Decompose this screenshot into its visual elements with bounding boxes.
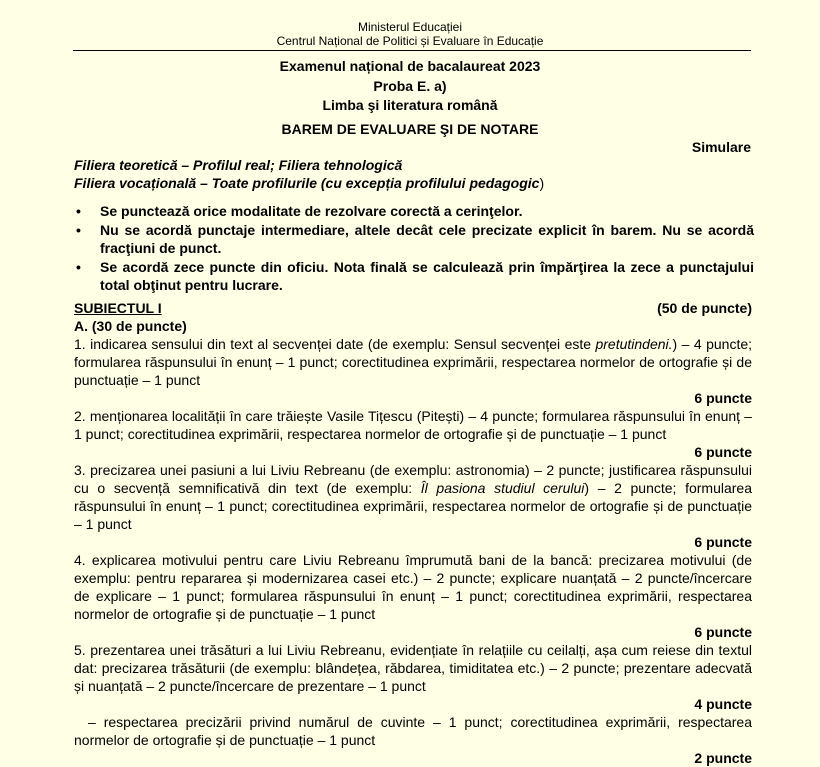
- bullet-icon: •: [76, 259, 81, 275]
- ministry-name: Ministerul Educației: [357, 20, 463, 34]
- item-3-example: Îl pasiona studiul cerului: [420, 480, 585, 496]
- item-5-extra-score: 2 puncte: [694, 750, 752, 766]
- item-3-text-b: ) – 2 puncte; formularea răspunsului în enunț – 1 punct; corectitudinea exprimării, respectarea normelor de ortografie și de punctuație – 1 punct: [74, 480, 752, 532]
- exam-title: Examenul național de bacalaureat 2023: [279, 58, 541, 74]
- filiera-line-2-paren: ): [539, 175, 545, 191]
- item-3-score: 6 puncte: [694, 534, 752, 550]
- instruction-text: Se acordă zece puncte din oficiu. Nota finală se calculează prin împărţirea la zece a punctajului total obţinut pentru lucrare.: [100, 259, 754, 293]
- proba-title: Proba E. a): [373, 78, 447, 94]
- instruction-item: [74, 258, 754, 294]
- subiect-label: SUBIECTUL I: [74, 300, 162, 316]
- subject-title: Limba şi literatura română: [322, 97, 498, 113]
- subiect-heading: [74, 299, 752, 317]
- item-2: 2. menționarea localității în care trăiește Vasile Tițescu (Pitești) – 4 puncte; formularea răspunsului în enunț – 1 punct; corectitudinea exprimării, respectarea normelor de ortografie și de punctuație – 1 punct: [74, 408, 752, 442]
- barem-title: BAREM DE EVALUARE ŞI DE NOTARE: [281, 121, 539, 137]
- filiera-line-2: [74, 174, 544, 192]
- instruction-text: Se punctează orice modalitate de rezolvare corectă a cerinţelor.: [100, 203, 523, 219]
- item-5-extra: – respectarea precizării privind numărul de cuvinte – 1 punct; corectitudinea exprimării, respectarea normelor de ortografie și de punctuație – 1 punct: [74, 714, 752, 748]
- filiera-line-2-text: Filiera vocațională – Toate profilurile (cu excepția profilului pedagogic: [74, 175, 540, 191]
- section-a-heading: A. (30 de puncte): [74, 318, 187, 334]
- subiect-points: (50 de puncte): [657, 300, 752, 316]
- bullet-icon: •: [76, 222, 81, 238]
- item-3: [74, 461, 752, 533]
- instruction-text: Nu se acordă punctaje intermediare, altele decât cele precizate explicit în barem. Nu se acordă fracţiuni de punct.: [100, 222, 754, 256]
- item-1: [74, 335, 752, 389]
- item-5-score: 4 puncte: [694, 696, 752, 712]
- item-1-text-a: 1. indicarea sensului din text al secvenței date (de exemplu: Sensul secvenței este: [74, 336, 596, 352]
- instructions-list: [74, 202, 754, 295]
- instruction-item: [74, 202, 754, 220]
- scoring-items: [74, 335, 752, 767]
- center-name: Centrul Național de Politici și Evaluare în Educație: [276, 34, 544, 48]
- item-1-score: 6 puncte: [694, 390, 752, 406]
- item-3-text-a: 3. precizarea unei pasiuni a lui Liviu Rebreanu (de exemplu: astronomia) – 2 puncte; justificarea răspunsului cu o secvență semnificativă din text (de exemplu:: [74, 462, 752, 496]
- item-4-score: 6 puncte: [694, 624, 752, 640]
- item-4: 4. explicarea motivului pentru care Liviu Rebreanu împrumută bani de la bancă: precizarea motivului (de exemplu: pentru repararea și modernizarea casei etc.) – 2 puncte; explicare nuanțată – 2 puncte/încercare de explicare – 1 punct; formularea răspunsului în enunț – 1 punct; corectitudinea exprimării, respectarea normelor de ortografie și de punctuație – 1 punct: [74, 552, 752, 622]
- filiera-line-1: Filiera teoretică – Profilul real; Filiera tehnologică: [74, 157, 403, 173]
- bullet-icon: •: [76, 203, 81, 219]
- header-divider: [73, 50, 751, 51]
- item-1-example: pretutindeni.: [595, 336, 673, 352]
- instruction-item: [74, 221, 754, 257]
- item-2-score: 6 puncte: [694, 444, 752, 460]
- item-5: 5. prezentarea unei trăsături a lui Liviu Rebreanu, evidențiate în relațiile cu ceilalți, așa cum reiese din textul dat: precizarea trăsăturii (de exemplu: blândețea, răbdarea, timiditatea etc.) – 2 puncte; prezentare adecvată și nuanțată – 2 puncte/încercare de prezentare – 1 punct: [74, 642, 752, 694]
- item-1-text-b: ) – 4 puncte; formularea răspunsului în enunț – 1 punct; corectitudinea exprimării, respectarea normelor de ortografie și de punctuație – 1 punct: [74, 336, 753, 388]
- simulare-label: Simulare: [691, 139, 751, 155]
